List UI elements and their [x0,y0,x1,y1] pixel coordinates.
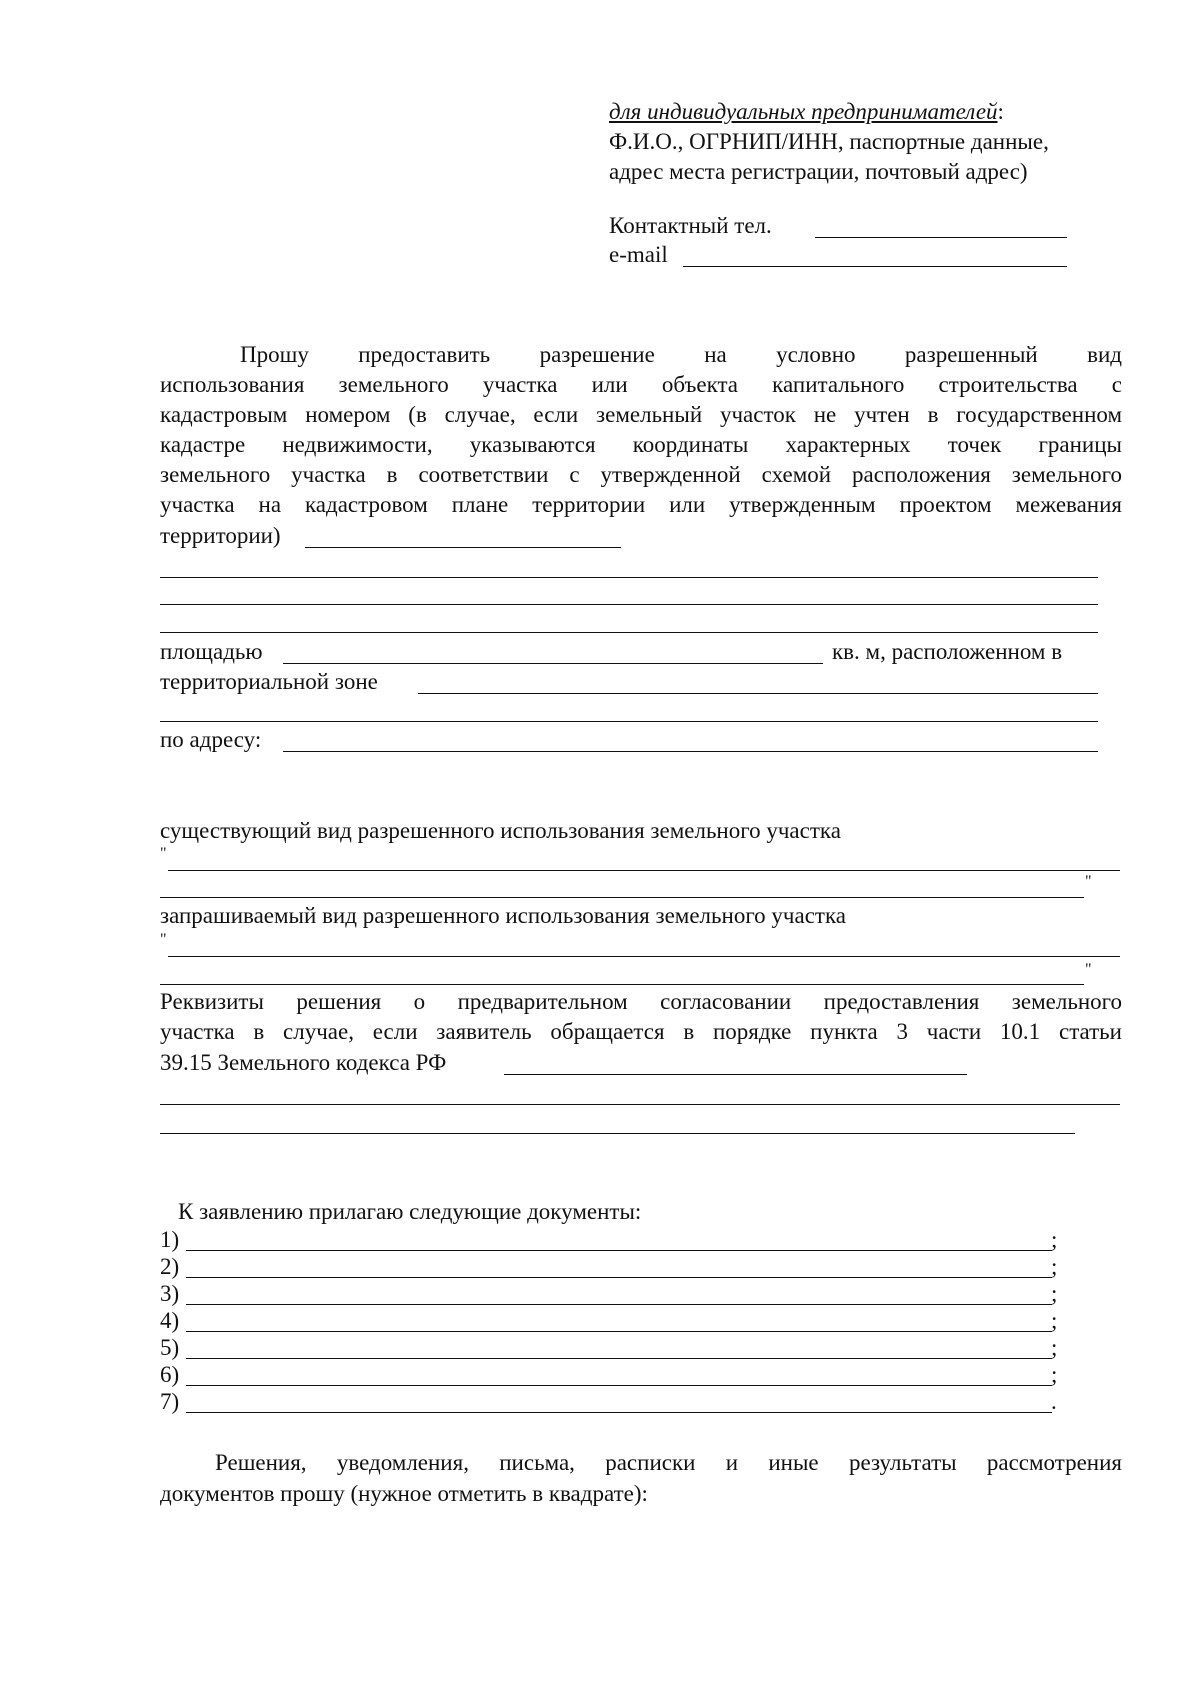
request-line-7: территории) [160,523,281,548]
attachment-field-7[interactable] [186,1412,1052,1413]
attachment-field-5[interactable] [186,1358,1052,1359]
zone-label: территориальной зоне [160,669,378,694]
requested-close-quote: " [1085,961,1092,978]
attachment-num-1: 1) [160,1227,180,1252]
ip-colon: : [997,99,1004,124]
attachment-field-6[interactable] [186,1385,1052,1386]
cadastral-line-3[interactable] [160,632,1098,633]
phone-field[interactable] [815,237,1067,238]
requisites-line-1: Реквизиты решения о предварительном согласовании предоставления земельного [160,989,1122,1014]
attachment-end-4: ; [1051,1308,1058,1333]
existing-usage-field-1[interactable] [168,870,1120,871]
attachment-field-1[interactable] [186,1250,1052,1251]
address-label: по адресу: [160,727,262,752]
address-field[interactable] [283,751,1098,752]
attachment-num-4: 4) [160,1308,180,1333]
requested-usage-field-2[interactable] [160,984,1084,985]
attachment-num-3: 3) [160,1281,180,1306]
existing-usage-label: существующий вид разрешенного использования земельного участка [160,818,841,843]
attachment-num-2: 2) [160,1254,180,1279]
request-line-2: использования земельного участка или объекта капитального строительства с [160,372,1122,397]
applicant-line-2: адрес места регистрации, почтовый адрес) [609,159,1028,184]
area-suffix: кв. м, расположенном в [832,639,1063,664]
requisites-line-2: участка в случае, если заявитель обращается в порядке пункта 3 части 10.1 статьи [160,1019,1122,1044]
request-line-4: кадастре недвижимости, указываются координаты характерных точек границы [160,432,1122,457]
requisites-line-4[interactable] [160,1104,1120,1105]
email-label: e-mail [609,242,668,267]
ip-label-line [609,98,1004,126]
email-field[interactable] [683,266,1067,267]
attachments-heading: К заявлению прилагаю следующие документы: [178,1199,642,1224]
requisites-line-5[interactable] [160,1133,1075,1134]
phone-label: Контактный тел. [609,213,772,238]
cadastral-line-2[interactable] [160,604,1098,605]
request-line-5: земельного участка в соответствии с утвержденной схемой расположения земельного [160,462,1122,487]
results-line-2: документов прошу (нужное отметить в квадрате): [160,1481,648,1506]
attachment-end-1: ; [1051,1227,1058,1252]
request-line-6: участка на кадастровом плане территории или утвержденным проектом межевания [160,492,1122,517]
existing-usage-field-2[interactable] [160,897,1084,898]
attachment-num-6: 6) [160,1362,180,1387]
area-field[interactable] [283,663,823,664]
cadastral-field[interactable] [305,547,621,548]
area-label: площадью [160,639,263,664]
existing-close-quote: " [1085,873,1092,890]
requested-usage-field-1[interactable] [168,956,1120,957]
requested-open-quote: " [160,931,167,948]
request-line-3: кадастровым номером (в случае, если земельный участок не учтен в государственном [160,402,1122,427]
results-line-1: Решения, уведомления, письма, расписки и иные результаты рассмотрения [215,1450,1122,1475]
existing-open-quote: " [160,845,167,862]
attachment-num-7: 7) [160,1389,180,1414]
attachment-field-2[interactable] [186,1277,1052,1278]
attachment-end-6: ; [1051,1362,1058,1387]
attachment-end-2: ; [1051,1254,1058,1279]
zone-line-2[interactable] [160,721,1098,722]
attachment-field-3[interactable] [186,1304,1052,1305]
requisites-field[interactable] [504,1074,967,1075]
ip-label: для индивидуальных предпринимателей [609,99,998,124]
attachment-end-5: ; [1051,1335,1058,1360]
attachment-end-3: ; [1051,1281,1058,1306]
attachment-end-7: . [1051,1389,1057,1414]
requested-usage-label: запрашиваемый вид разрешенного использования земельного участка [160,903,847,928]
zone-field[interactable] [418,693,1098,694]
attachment-num-5: 5) [160,1335,180,1360]
attachment-field-4[interactable] [186,1331,1052,1332]
cadastral-line-1[interactable] [160,577,1098,578]
applicant-line-1: Ф.И.О., ОГРНИП/ИНН, паспортные данные, [609,129,1049,154]
requisites-line-3: 39.15 Земельного кодекса РФ [160,1050,447,1075]
request-line-1: Прошу предоставить разрешение на условно разрешенный вид [240,342,1122,367]
